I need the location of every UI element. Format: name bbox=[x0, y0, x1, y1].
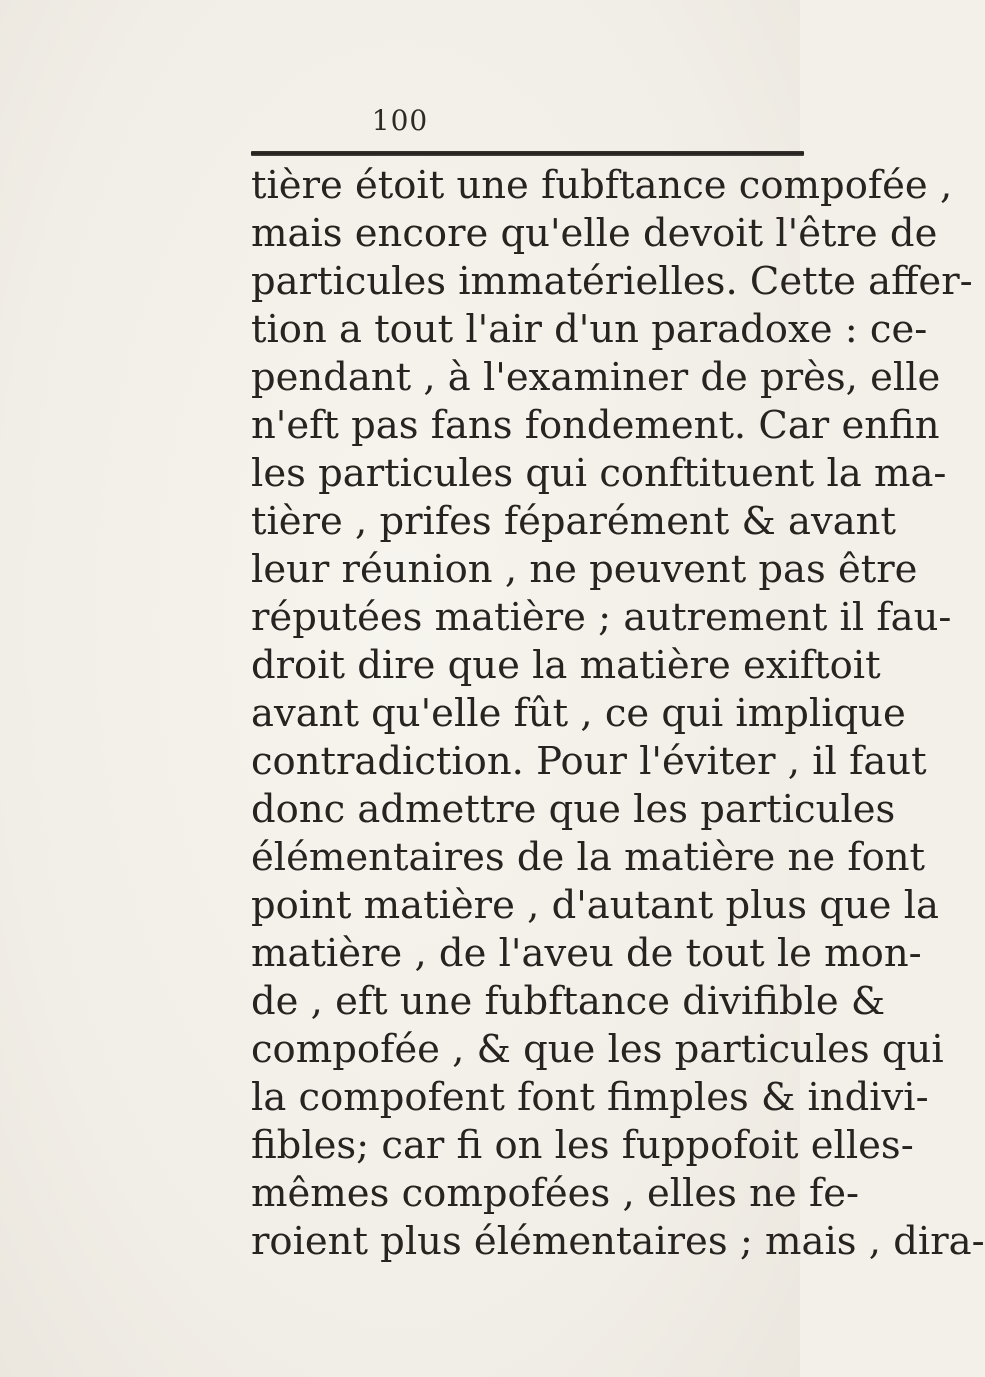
text-line: fibles; car fi on les fuppofoit elles- bbox=[251, 1123, 914, 1168]
text-line: les particules qui conftituent la ma- bbox=[251, 451, 947, 496]
text-line: tière étoit une fubftance compofée , bbox=[251, 163, 953, 208]
text-line: compofée , & que les particules qui bbox=[251, 1027, 944, 1072]
text-line: roient plus élémentaires ; mais , dira- bbox=[251, 1219, 985, 1264]
text-line: mêmes compofées , elles ne fe- bbox=[251, 1171, 859, 1216]
text-line: élémentaires de la matière ne font bbox=[251, 835, 926, 880]
text-line: pendant , à l'examiner de près, elle bbox=[251, 355, 941, 400]
text-line: réputées matière ; autrement il fau- bbox=[251, 595, 952, 640]
text-line: de , eft une fubftance divifible & bbox=[251, 979, 886, 1024]
text-line: leur réunion , ne peuvent pas être bbox=[251, 547, 918, 592]
text-line: n'eft pas fans fondement. Car enfin bbox=[251, 403, 940, 448]
text-line: matière , de l'aveu de tout le mon- bbox=[251, 931, 922, 976]
text-line: contradiction. Pour l'éviter , il faut bbox=[251, 739, 927, 784]
text-line: la compofent font fimples & indivi- bbox=[251, 1075, 929, 1120]
header-rule bbox=[251, 151, 804, 156]
text-line: mais encore qu'elle devoit l'être de bbox=[251, 211, 938, 256]
text-line: tion a tout l'air d'un paradoxe : ce- bbox=[251, 307, 928, 352]
text-line: donc admettre que les particules bbox=[251, 787, 896, 832]
text-line: avant qu'elle fût , ce qui implique bbox=[251, 691, 906, 736]
text-line: point matière , d'autant plus que la bbox=[251, 883, 939, 928]
text-line: droit dire que la matière exiftoit bbox=[251, 643, 881, 688]
text-line: tière , prifes féparément & avant bbox=[251, 499, 896, 544]
text-line: particules immatérielles. Cette affer- bbox=[251, 259, 973, 304]
page-number: 100 bbox=[371, 104, 429, 137]
